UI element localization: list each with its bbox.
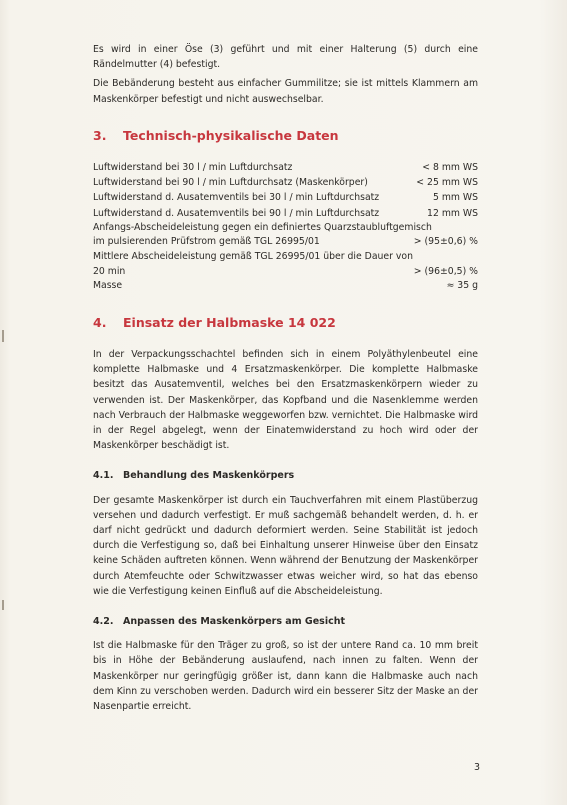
data-row (93, 265, 478, 280)
masse-value: ≈ 35 g (446, 280, 478, 292)
section-4-2-heading (93, 614, 478, 629)
anfang-value: > (95±0,6) % (413, 236, 478, 248)
section-3-heading (93, 128, 478, 143)
subsection-title: Behandlung des Maskenkörpers (123, 470, 295, 482)
data-row (93, 206, 478, 221)
section-4-1-paragraph: Der gesamte Maskenkörper ist durch ein Tauchverfahren mit einem Plastüberzug versehen und dadurch verfestigt. Er muß sachgemäß behandelt werden, d. h. er darf nicht gedrückt und dadurch deformiert werden. Seine Stabilität ist jedoch durch die Verfestigung so, daß bei Einhaltung unserer Hinweise über den Einsatz keine Schäden auftreten können. Wenn während der Benutzung der Maskenkörper durch Atemfeuchte oder Schwitzwasser etwas weicher wird, so hat das ebenso wie die Verfestigung keinen Einfluß auf die Abscheideleistung. (93, 494, 478, 597)
page-number: 3 (474, 762, 481, 773)
section-4-paragraph: In der Verpackungsschachtel befinden sich in einem Polyäthylenbeutel eine komplette Halbmaske und 4 Ersatzmaskenkörper. Die komplette Halbmaske besitzt das Ausatemventil, welches bei den Ersatzmaskenkörpern wieder zu verwenden ist. Der Maskenkörper, das Kopfband und die Nasenklemme werden nach Verbrauch der Halbmaske weggeworfen bzw. vernichtet. Die Halbmaske wird in der Regel abgelegt, wenn der Einatemwiderstand zu hoch wird oder der Maskenkörper beschädigt ist. (93, 349, 478, 452)
binding-mark (2, 330, 4, 342)
section-number: 4. (93, 314, 107, 330)
data-value: 5 mm WS (432, 192, 478, 204)
data-label: Luftwiderstand d. Ausatemventils bei 90 l / min Luftdurchsatz (93, 207, 380, 219)
subsection-number: 4.2. (93, 616, 114, 628)
data-label: Luftwiderstand d. Ausatemventils bei 30 l / min Luftdurchsatz (93, 192, 380, 204)
mittlere-value: > (96±0,5) % (413, 265, 478, 277)
data-value: < 25 mm WS (416, 177, 478, 189)
data-label: Luftwiderstand bei 30 l / min Luftdurchsatz (93, 162, 293, 174)
section-4-heading (93, 315, 478, 330)
subsection-title: Anpassen des Maskenkörpers am Gesicht (123, 616, 346, 628)
mittlere-label-line-1: Mittlere Abscheideleistung gemäß TGL 26995/01 über die Dauer von (93, 251, 414, 263)
page-content (93, 42, 478, 714)
mittlere-label-line-2: 20 min (93, 265, 126, 277)
anfang-label-line-2: im pulsierenden Prüfstrom gemäß TGL 26995/01 (93, 236, 320, 248)
data-row (93, 160, 478, 175)
section-number: 3. (93, 127, 107, 143)
binding-mark (2, 600, 4, 610)
section-title: Technisch-physikalische Daten (123, 127, 339, 143)
data-label: Luftwiderstand bei 90 l / min Luftdurchsatz (Maskenkörper) (93, 177, 368, 189)
data-value: < 8 mm WS (422, 162, 478, 174)
intro-paragraph-1: Es wird in einer Öse (3) geführt und mit einer Halterung (5) durch eine Rändelmutter (4) befestigt. (93, 44, 478, 71)
data-row (93, 175, 478, 190)
section-4-1-heading (93, 468, 478, 483)
intro-paragraph-2: Die Bebänderung besteht aus einfacher Gummilitze; sie ist mittels Klammern am Maskenkörper befestigt und nicht auswechselbar. (93, 78, 478, 105)
subsection-number: 4.1. (93, 470, 114, 482)
data-row (93, 235, 478, 250)
anfang-label-line-1: Anfangs-Abscheideleistung gegen ein definiertes Quarzstaubluftgemisch (93, 221, 432, 233)
masse-label: Masse (93, 280, 123, 292)
data-row (93, 279, 478, 294)
data-row (93, 190, 478, 205)
section-4-2-paragraph: Ist die Halbmaske für den Träger zu groß, so ist der untere Rand ca. 10 mm breit bis in Höhe der Bebänderung auslaufend, nach innen zu falten. Wenn der Maskenkörper nur geringfügig größer ist, dann kann die Halbmaske auch nach dem Kinn zu verschoben werden. Dadurch wird ein besserer Sitz der Maske an der Nasenpartie erreicht. (93, 640, 478, 713)
section-title: Einsatz der Halbmaske 14 022 (123, 314, 336, 330)
data-value: 12 mm WS (427, 207, 478, 219)
